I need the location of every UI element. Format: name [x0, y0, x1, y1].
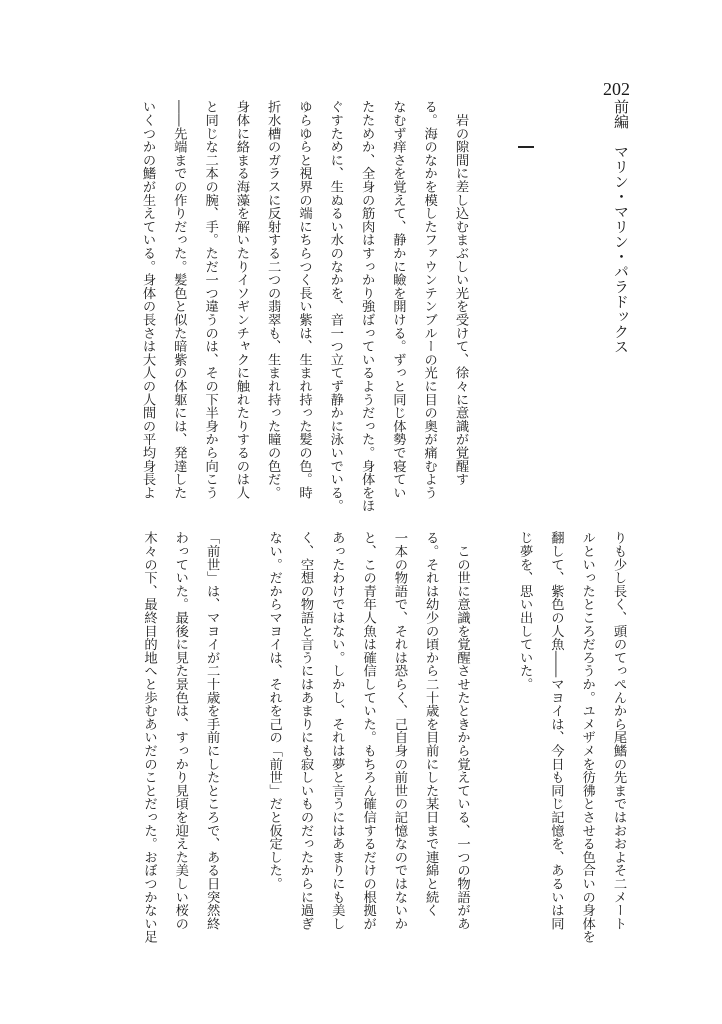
text-line: じ夢を、思い出していた。 — [517, 531, 533, 691]
text-line: と、この青年人魚は確信していた。もちろん確信するだけの根拠が — [360, 531, 376, 930]
text-line: りも少し長く、頭のてっぺんから尾鰭の先まではおおよそ二メート — [611, 531, 626, 930]
text-line: 「前世」は、マヨイが二十歳を手前にしたところで、ある日突然終 — [204, 531, 220, 930]
text-line: 一本の物語で、それは恐らく、己自身の前世の記憶なのではないか — [391, 531, 407, 930]
text-line: いくつかの鰭が生えている。身体の長さは大人の人間の平均身長よ — [140, 100, 155, 499]
text-line: 岩の隙間に差し込むまぶしい光を受けて、徐々に意識が覚醒す — [453, 100, 468, 486]
text-line: る。それは幼少の頃から二十歳を目前にした某日まで連綿と続く — [423, 531, 439, 917]
text-line: ない。だからマヨイは、それを己の「前世」だと仮定した。 — [266, 531, 282, 891]
text-line: る。海のなかを模したファウンテンブルーの光に目の奥が痛むよう — [421, 100, 437, 499]
text-line: ――先端までの作りだった。髪色と似た暗紫の体躯には、発達した — [171, 100, 187, 499]
text-line: ルといったところだろうか。ユメザメを彷彿とさせる色合いの身体を — [579, 531, 595, 944]
text-line: ぐすために、生ぬるい水のなかを、音一つ立てず静かに泳いでいる。 — [327, 100, 343, 513]
text-line: 木々の下、最終目的地へと歩むあいだのことだった。おぼつかない足 — [141, 531, 157, 944]
text-line: く、空想の物語と言うにはあまりにも寂しいものだったからに過ぎ — [298, 531, 313, 930]
section-number-one — [518, 146, 534, 148]
text-line: たためか、全身の筋肉はすっかり強ばっているようだった。身体をほ — [359, 100, 375, 513]
text-line: と同じな二本の腕、手。ただ一つ違うのは、その下半身から向こう — [202, 100, 218, 499]
text-line: 翻して、紫色の人魚――マヨイは、今日も同じ記憶を、あるいは同 — [548, 531, 564, 930]
chapter-title: 前編 マリン・マリン・パラドックス — [612, 99, 630, 354]
text-line: わっていた。最後に見た景色は、すっかり見頃を迎えた美しい桜の — [172, 531, 188, 930]
text-line: 折水槽のガラスに反射する二つの翡翠も、生まれ持った瞳の色だ。 — [265, 100, 281, 499]
text-line: 身体に絡まる海藻を解いたりイソギンチャクに触れたりするのは人 — [233, 100, 249, 499]
text-line: ゆらゆらと視界の端にちらつく長い紫は、生まれ持った髪の色。時 — [296, 100, 312, 499]
page-number: 202 — [603, 79, 630, 99]
text-line: この世に意識を覚醒させたときから覚えている、一つの物語があ — [454, 531, 470, 930]
text-line: あったわけではない。しかし、それは夢と言うにはあまりにも美し — [329, 531, 345, 930]
text-line: なむず痒さを覚えて、静かに瞼を開ける。ずっと同じ体勢で寝てい — [390, 100, 406, 499]
